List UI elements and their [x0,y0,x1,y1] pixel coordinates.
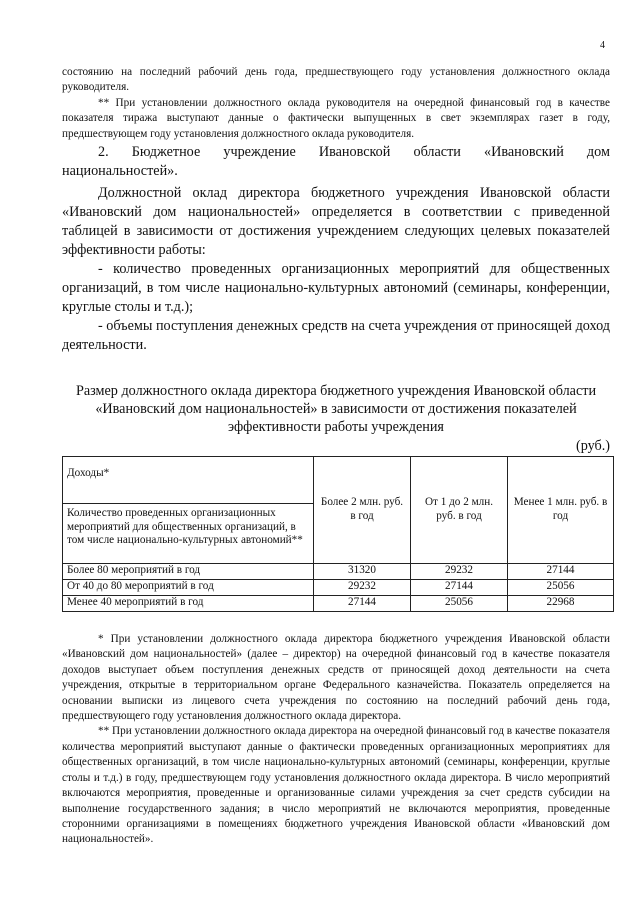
cell-value: 27144 [508,564,614,580]
section-word: области [413,144,461,161]
paragraph-continuation: состоянию на последний рабочий день года, предшествующего году установления должностного оклада руководителя. [62,66,610,94]
main-paragraph: Должностной оклад директора бюджетного учреждения Ивановской области «Ивановский дом национальностей» определяется в соответствии с приведенной таблицей в зависимости от достижения учреждением следующих целевых показателей эффективности работы: [62,185,610,259]
bullet-income: - объемы поступления денежных средств на счета учреждения от приносящей доход деятельности. [62,318,610,354]
cell-value: 29232 [314,580,411,596]
salary-table [62,456,614,612]
table-row [63,580,614,596]
section-word: «Ивановский [484,144,564,161]
row-label: Более 80 мероприятий в год [63,564,314,580]
footnote-income: * При установлении должностного оклада директора бюджетного учреждения Ивановской области «Ивановский дом национальностей» (далее – директор) на очередной финансовый год в качестве показателя доходов выступает объем поступления денежных средств от приносящей доход деятельности на счета учреждения, открытые в территориальном органе Федерального казначейства. Показатель определяется на основании выписки из лицевого счета учреждения по состоянию на последний рабочий день года, предшествующего году установления должностного оклада директора. [62,633,610,723]
row-label: Менее 40 мероприятий в год [63,596,314,612]
bullet-events: - количество проведенных организационных мероприятий для общественных организаций, в том числе национально-культурных автономий (семинары, конференции, круглые столы и т.д.); [62,261,610,316]
row-label: От 40 до 80 мероприятий в год [63,580,314,596]
document-body [62,65,610,848]
section-heading-end: национальностей». [62,163,178,180]
footnote-events: ** При установлении должностного оклада директора на очередной финансовый год в качестве показателя количества мероприятий выступают данные о фактически проведенных организационных мероприятиях для общественных организаций, в том числе национально-культурных автономий (семинары, конференции, круглые столы и т.д.) в году, предшествующем году установления должностного оклада директора. В число мероприятий включаются мероприятия, проведенные и организованные силами учреждения за счет средств субсидии на выполнение государственного задания; в число мероприятий не включаются мероприятия, проведенные сторонними организациями в помещениях бюджетного учреждения Ивановской области «Ивановский дом национальностей». [62,725,610,846]
cell-value: 31320 [314,564,411,580]
table-row [63,564,614,580]
cell-value: 25056 [508,580,614,596]
footnote-circulation: ** При установлении должностного оклада руководителя на очередной финансовый год в качестве показателя тиража выступают данные о фактически выпущенных в свет экземплярах газет в году, предшествующем году установления должностного оклада руководителя. [62,96,610,140]
section-word: учреждение [223,144,296,161]
header-count: Количество проведенных организационных мероприятий для общественных организаций, в том числе национально-культурных автономий** [63,504,314,564]
column-header: Менее 1 млн. руб. в год [508,457,614,564]
column-header: Более 2 млн. руб. в год [314,457,411,564]
section-word: 2. [98,144,109,161]
cell-value: 27144 [411,580,508,596]
header-income: Доходы* [63,457,314,504]
table-title: Размер должностного оклада директора бюджетного учреждения Ивановской области «Ивановский дом национальностей» в зависимости от достижения показателей эффективности работы учреждения [75,383,597,436]
cell-value: 29232 [411,564,508,580]
header-row [63,457,614,504]
cell-value: 22968 [508,596,614,612]
table-row [63,596,614,612]
cell-value: 27144 [314,596,411,612]
section-word: дом [586,144,610,161]
cell-value: 25056 [411,596,508,612]
column-header: От 1 до 2 млн. руб. в год [411,457,508,564]
section-word: Ивановской [318,144,391,161]
section-word: Бюджетное [131,144,201,161]
section-heading [62,143,610,162]
page-number: 4 [600,40,605,51]
currency-unit: (руб.) [575,438,610,455]
